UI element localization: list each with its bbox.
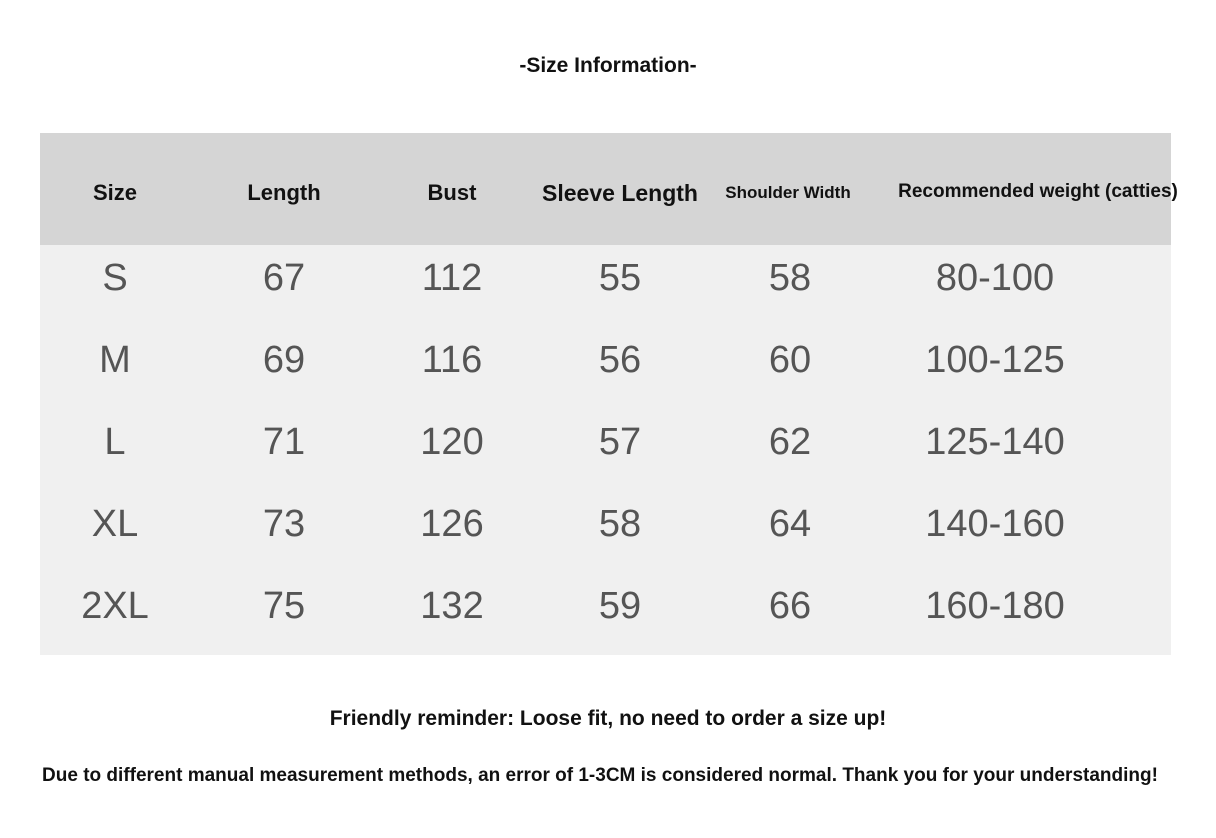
header-sleeve-length: Sleeve Length bbox=[542, 180, 698, 206]
measurement-note: Due to different manual measurement methods, an error of 1-3CM is considered normal. Thank you for your understanding! bbox=[42, 765, 1158, 786]
cell-length: 71 bbox=[262, 421, 306, 463]
cell-length: 75 bbox=[262, 585, 306, 627]
cell-shoulder-width: 64 bbox=[768, 503, 812, 545]
header-size: Size bbox=[92, 180, 138, 205]
cell-shoulder-width: 62 bbox=[768, 421, 812, 463]
cell-bust: 132 bbox=[420, 585, 484, 627]
size-table bbox=[40, 133, 1178, 655]
header-bust: Bust bbox=[427, 180, 477, 205]
cell-weight: 160-180 bbox=[925, 585, 1065, 627]
cell-bust: 126 bbox=[420, 503, 484, 545]
cell-sleeve-length: 58 bbox=[598, 503, 642, 545]
header-length: Length bbox=[247, 180, 321, 205]
page-title: -Size Information- bbox=[519, 54, 697, 77]
cell-sleeve-length: 59 bbox=[598, 585, 642, 627]
cell-shoulder-width: 58 bbox=[768, 257, 812, 299]
cell-shoulder-width: 60 bbox=[768, 339, 812, 381]
cell-size: XL bbox=[91, 503, 139, 545]
header-recommended-weight: Recommended weight (catties) bbox=[898, 181, 1178, 202]
cell-bust: 112 bbox=[421, 257, 483, 299]
cell-size: S bbox=[102, 257, 128, 299]
cell-size: 2XL bbox=[81, 585, 149, 627]
cell-weight: 80-100 bbox=[935, 257, 1055, 299]
table-header-row bbox=[40, 133, 1178, 245]
cell-weight: 100-125 bbox=[925, 339, 1065, 381]
cell-bust: 116 bbox=[421, 339, 483, 381]
cell-length: 73 bbox=[262, 503, 306, 545]
cell-weight: 125-140 bbox=[925, 421, 1065, 463]
cell-shoulder-width: 66 bbox=[768, 585, 812, 627]
friendly-reminder: Friendly reminder: Loose fit, no need to order a size up! bbox=[329, 707, 887, 730]
cell-size: M bbox=[99, 339, 131, 381]
cell-bust: 120 bbox=[420, 421, 484, 463]
cell-length: 67 bbox=[262, 257, 306, 299]
cell-size: L bbox=[104, 421, 126, 463]
cell-sleeve-length: 57 bbox=[598, 421, 642, 463]
cell-sleeve-length: 55 bbox=[598, 257, 642, 299]
cell-weight: 140-160 bbox=[925, 503, 1065, 545]
cell-length: 69 bbox=[262, 339, 306, 381]
cell-sleeve-length: 56 bbox=[598, 339, 642, 381]
header-shoulder-width: Shoulder Width bbox=[725, 183, 851, 202]
